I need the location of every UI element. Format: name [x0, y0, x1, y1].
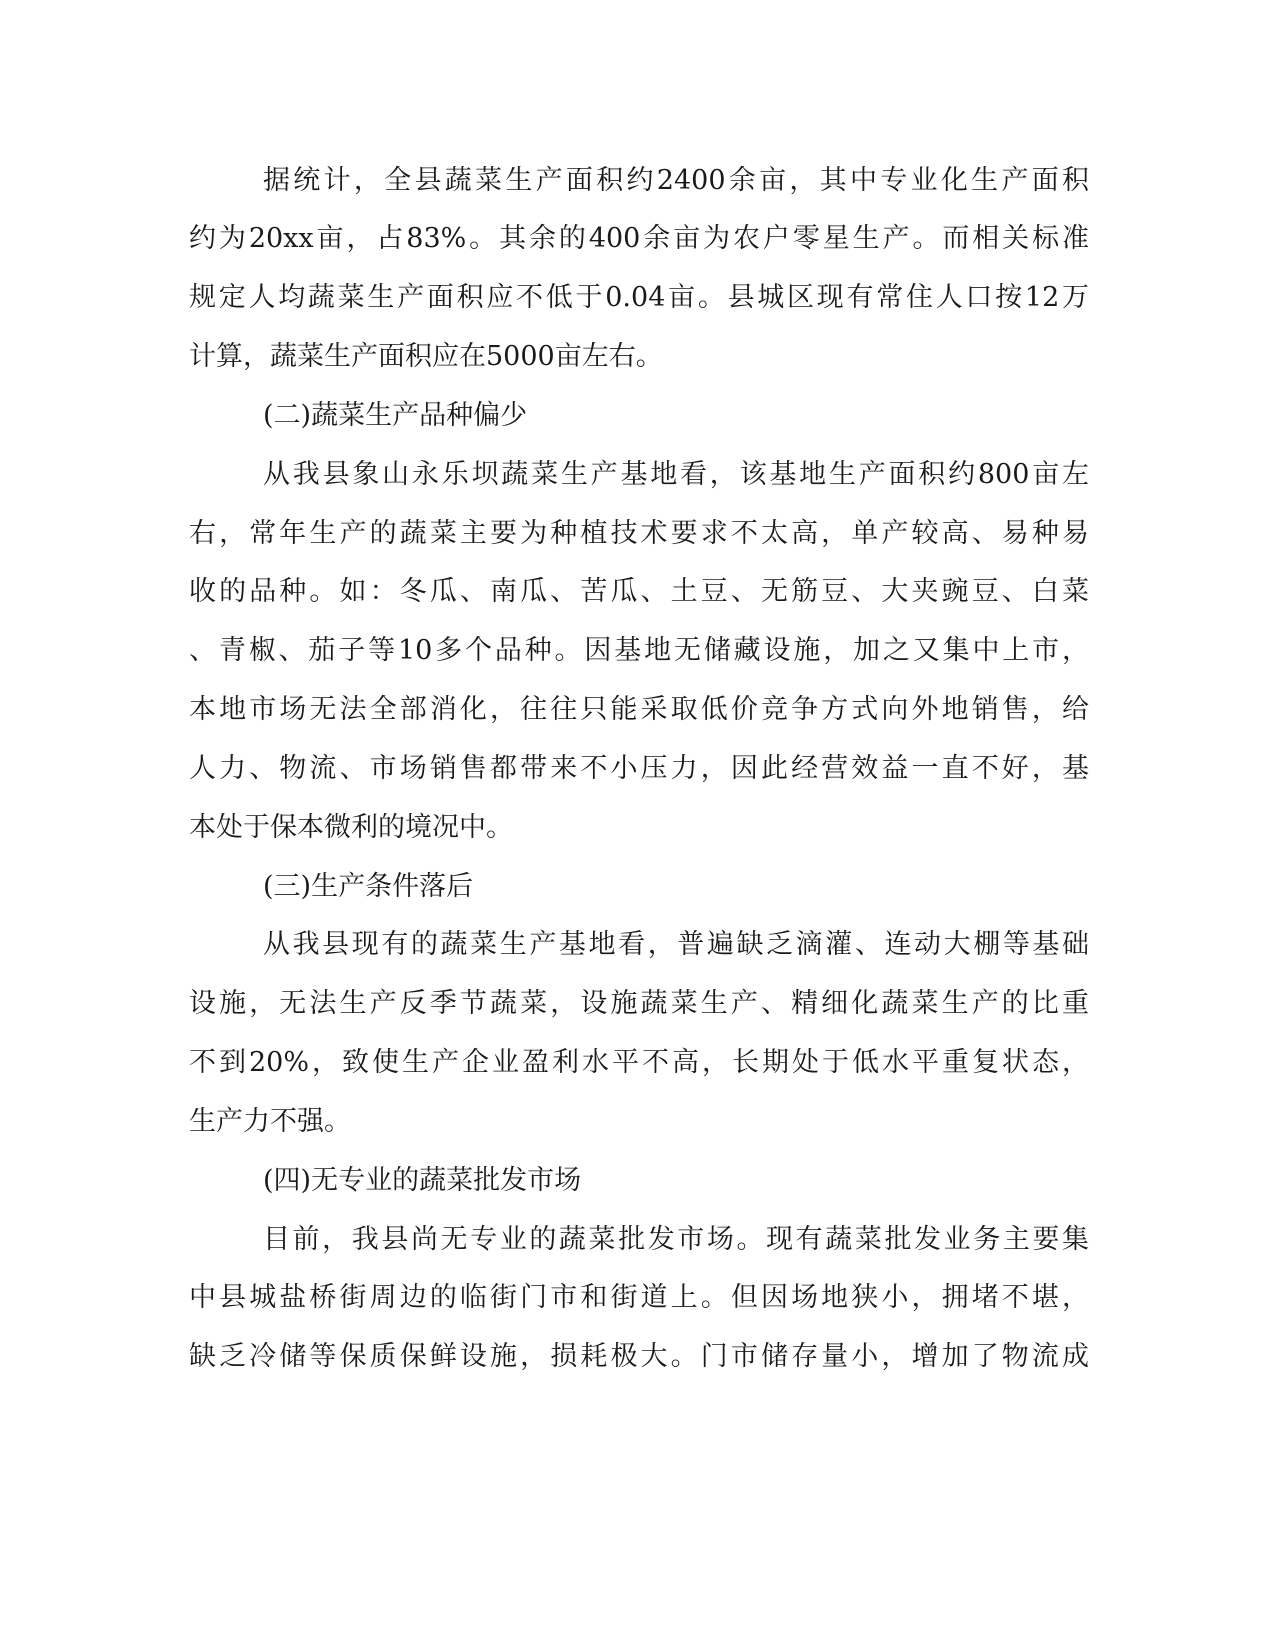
paragraph-line: 本地市场无法全部消化，往往只能采取低价竞争方式向外地销售，给: [189, 694, 1089, 725]
paragraph-line: 设施，无法生产反季节蔬菜，设施蔬菜生产、精细化蔬菜生产的比重: [189, 988, 1089, 1019]
paragraph-line: 缺乏冷储等保质保鲜设施，损耗极大。门市储存量小，增加了物流成: [189, 1341, 1089, 1372]
paragraph-line: 约为20xx亩，占83%。其余的400余亩为农户零星生产。而相关标准: [189, 223, 1089, 254]
section-heading: (三)生产条件落后: [263, 871, 474, 902]
paragraph-line: 、青椒、茄子等10多个品种。因基地无储藏设施，加之又集中上市，: [189, 635, 1089, 666]
paragraph-line: 据统计，全县蔬菜生产面积约2400余亩，其中专业化生产面积: [263, 165, 1089, 196]
section-heading: (四)无专业的蔬菜批发市场: [263, 1165, 582, 1196]
paragraph-line: 从我县象山永乐坝蔬菜生产基地看，该基地生产面积约800亩左: [263, 459, 1089, 490]
paragraph-line: 本处于保本微利的境况中。: [189, 812, 513, 843]
paragraph-line: 右，常年生产的蔬菜主要为种植技术要求不太高，单产较高、易种易: [189, 518, 1089, 549]
paragraph-line: 生产力不强。: [189, 1106, 351, 1137]
section-heading: (二)蔬菜生产品种偏少: [263, 400, 528, 431]
paragraph-line: 人力、物流、市场销售都带来不小压力，因此经营效益一直不好，基: [189, 753, 1089, 784]
paragraph-line: 中县城盐桥街周边的临街门市和街道上。但因场地狭小，拥堵不堪，: [189, 1282, 1089, 1313]
paragraph-line: 从我县现有的蔬菜生产基地看，普遍缺乏滴灌、连动大棚等基础: [263, 929, 1089, 960]
paragraph-line: 收的品种。如：冬瓜、南瓜、苦瓜、土豆、无筋豆、大夹豌豆、白菜: [189, 576, 1089, 607]
paragraph-line: 目前，我县尚无专业的蔬菜批发市场。现有蔬菜批发业务主要集: [263, 1224, 1089, 1255]
paragraph-line: 计算，蔬菜生产面积应在5000亩左右。: [189, 341, 663, 372]
paragraph-line: 规定人均蔬菜生产面积应不低于0.04亩。县城区现有常住人口按12万: [189, 282, 1089, 313]
paragraph-line: 不到20%，致使生产企业盈利水平不高，长期处于低水平重复状态，: [189, 1047, 1089, 1078]
